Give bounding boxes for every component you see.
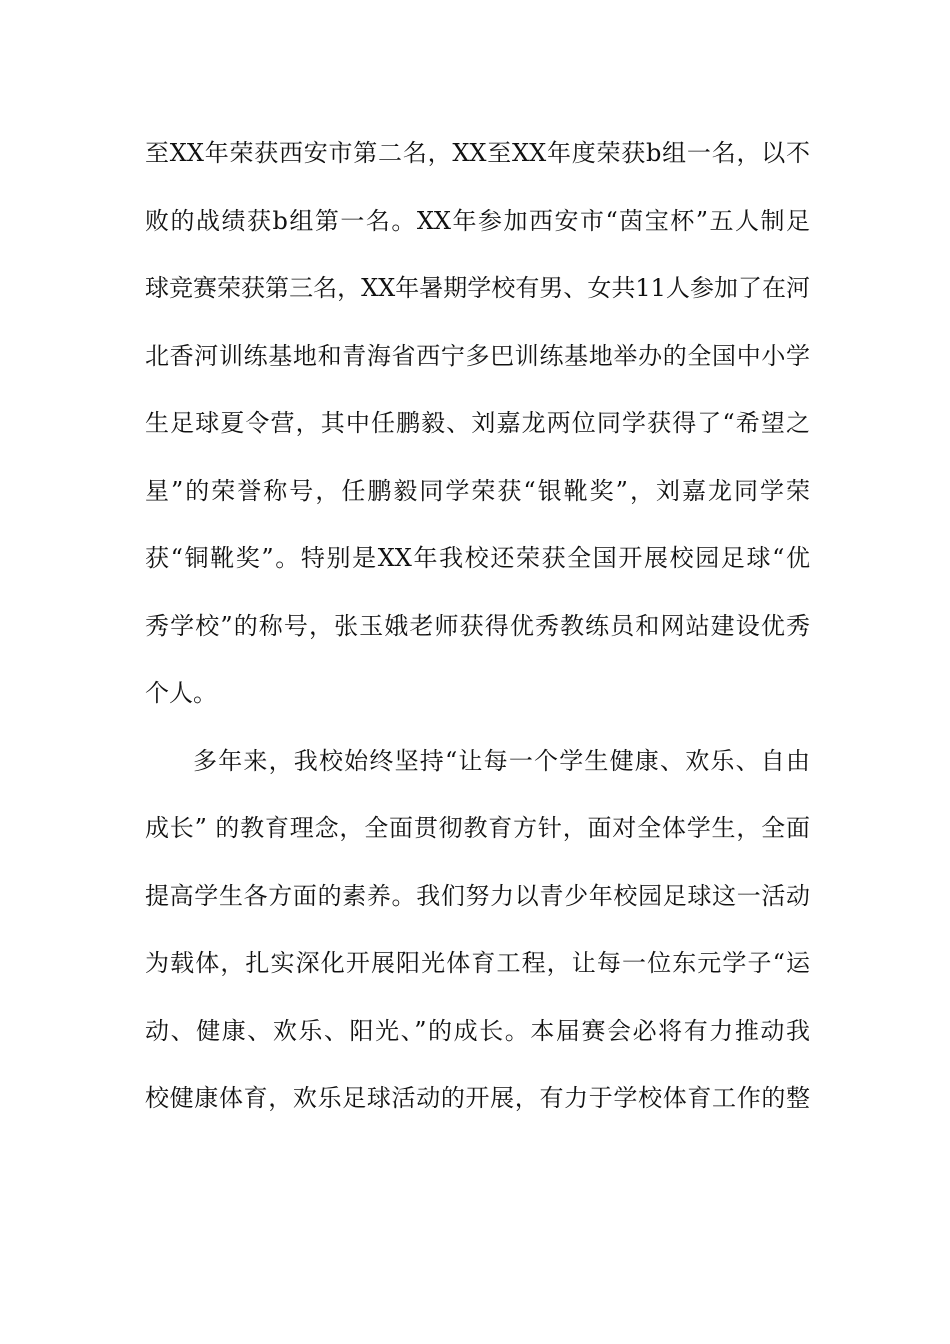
text-line: 至XX年荣获西安市第二名，XX至XX年度荣获b组一名，以不 — [145, 139, 810, 167]
text-line: 提高学生各方面的素养。我们努力以青少年校园足球这一活动 — [145, 881, 810, 910]
text-line: 球竞赛荣获第三名，XX年暑期学校有男、女共11人参加了在河 — [145, 274, 810, 302]
text-line: 北香河训练基地和青海省西宁多巴训练基地举办的全国中小学 — [145, 341, 810, 370]
paragraph-start-line: 多年来，我校始终坚持“让每一个学生健康、欢乐、自由 — [193, 746, 810, 775]
text-line: 动、健康、欢乐、阳光、”的成长。本届赛会必将有力推动我 — [145, 1016, 810, 1045]
text-line: 校健康体育，欢乐足球活动的开展，有力于学校体育工作的整 — [145, 1084, 810, 1112]
text-line: 星”的荣誉称号，任鹏毅同学荣获“银靴奖”，刘嘉龙同学荣 — [145, 476, 810, 505]
text-line: 秀学校”的称号，张玉娥老师获得优秀教练员和网站建设优秀 — [145, 611, 810, 640]
paragraph-end-line: 个人。 — [145, 679, 217, 707]
text-line: 为载体，扎实深化开展阳光体育工程，让每一位东元学子“运 — [145, 949, 810, 977]
text-line: 败的战绩获b组第一名。XX年参加西安市“茵宝杯”五人制足 — [145, 206, 810, 235]
text-line: 成长” 的教育理念，全面贯彻教育方针，面对全体学生，全面 — [145, 814, 810, 842]
text-line: 获“铜靴奖”。特别是XX年我校还荣获全国开展校园足球“优 — [145, 544, 810, 572]
text-line: 生足球夏令营，其中任鹏毅、刘嘉龙两位同学获得了“希望之 — [145, 409, 810, 437]
body-text — [145, 120, 810, 1133]
